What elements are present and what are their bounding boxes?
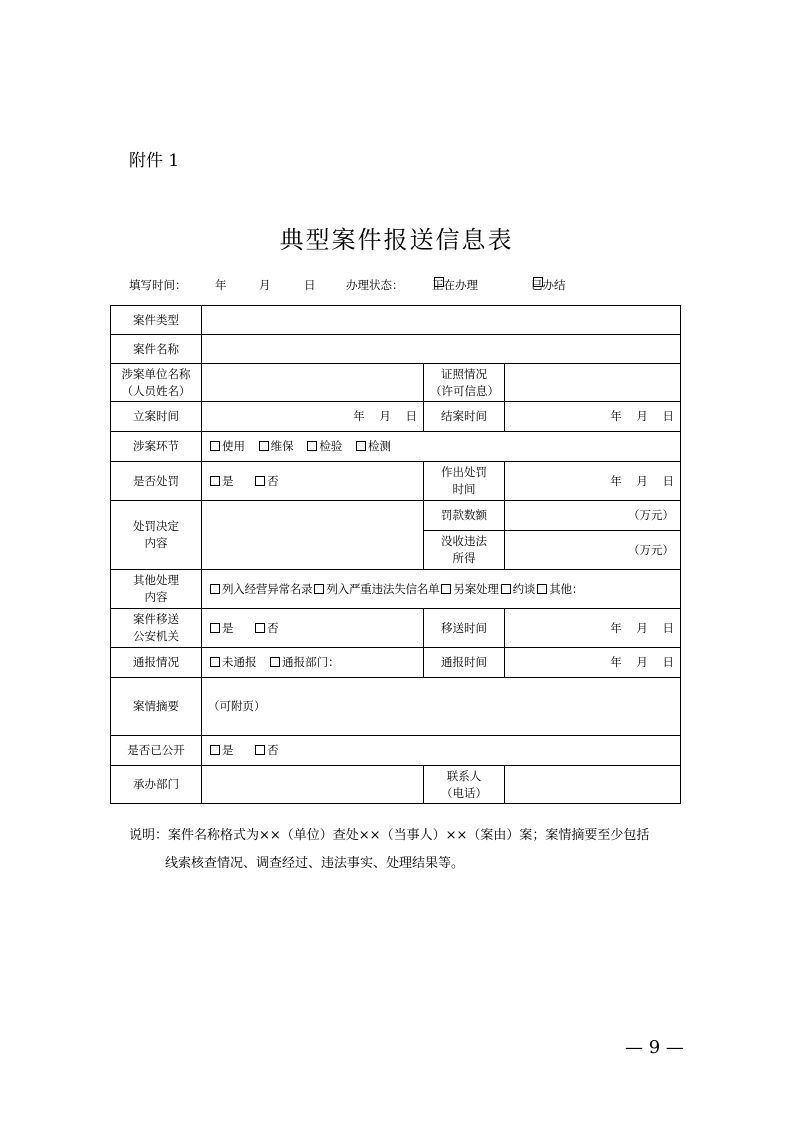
- punish-time-label: 作出处罚 时间: [424, 462, 505, 501]
- stage-test-checkbox[interactable]: [356, 441, 366, 451]
- table-row: [111, 402, 681, 432]
- entity-name-field[interactable]: [202, 364, 424, 402]
- file-date-field[interactable]: 年 月 日: [202, 402, 424, 432]
- table-row: [111, 432, 681, 462]
- decision-field[interactable]: [202, 501, 424, 570]
- case-type-label: 案件类型: [111, 306, 202, 335]
- fill-month: 月: [259, 278, 271, 292]
- transfer-label: 案件移送 公安机关: [111, 609, 202, 648]
- note-line-1: 说明：案件名称格式为××（单位）查处××（当事人）××（案由）案；案情摘要至少包括: [129, 828, 650, 843]
- table-row: [111, 609, 681, 648]
- stage-use-checkbox[interactable]: [210, 441, 220, 451]
- confiscate-label: 没收违法 所得: [424, 531, 505, 570]
- note: [129, 822, 649, 878]
- not-notified-checkbox[interactable]: [210, 657, 220, 667]
- license-field[interactable]: [505, 364, 681, 402]
- transfer-no-checkbox[interactable]: [255, 623, 265, 633]
- case-info-table: [110, 305, 681, 804]
- fill-day: 日: [304, 278, 316, 292]
- public-yes-checkbox[interactable]: [210, 745, 220, 755]
- note-line-2: 线索核查情况、调查经过、违法事实、处理结果等。: [165, 856, 465, 871]
- punished-options: 是 否: [202, 462, 424, 501]
- status-done-label: 已办结: [531, 278, 566, 292]
- confiscate-field[interactable]: （万元）: [505, 531, 681, 570]
- punished-label: 是否处罚: [111, 462, 202, 501]
- dept-label: 承办部门: [111, 766, 202, 804]
- table-row: [111, 335, 681, 364]
- public-options: 是 否: [202, 736, 681, 766]
- table-row: [111, 766, 681, 804]
- notify-options: 未通报 通报部门：: [202, 648, 424, 678]
- entity-name-label: 涉案单位名称 （人员姓名）: [111, 364, 202, 402]
- page-number: — 9 —: [625, 1037, 684, 1058]
- other-handling-label: 其他处理 内容: [111, 570, 202, 609]
- close-date-field[interactable]: 年 月 日: [505, 402, 681, 432]
- form-title: 典型案件报送信息表: [279, 226, 514, 254]
- decision-label: 处罚决定 内容: [111, 501, 202, 570]
- case-name-label: 案件名称: [111, 335, 202, 364]
- other-opt3-checkbox[interactable]: [441, 584, 451, 594]
- stage-inspect-checkbox[interactable]: [307, 441, 317, 451]
- notify-time-field[interactable]: 年 月 日: [505, 648, 681, 678]
- punish-time-field[interactable]: 年 月 日: [505, 462, 681, 501]
- attachment-label: 附件 1: [129, 151, 180, 171]
- case-name-field[interactable]: [202, 335, 681, 364]
- case-type-field[interactable]: [202, 306, 681, 335]
- stage-options: 使用 维保 检验 检测: [202, 432, 681, 462]
- notify-label: 通报情况: [111, 648, 202, 678]
- dept-field[interactable]: [202, 766, 424, 804]
- contact-field[interactable]: [505, 766, 681, 804]
- table-row: [111, 462, 681, 501]
- transfer-time-label: 移送时间: [424, 609, 505, 648]
- contact-label: 联系人 （电话）: [424, 766, 505, 804]
- table-row: [111, 678, 681, 736]
- other-opt4-checkbox[interactable]: [501, 584, 511, 594]
- other-opt1-checkbox[interactable]: [210, 584, 220, 594]
- table-row: [111, 364, 681, 402]
- table-row: [111, 570, 681, 609]
- close-date-label: 结案时间: [424, 402, 505, 432]
- other-handling-options: 列入经营异常名录 列入严重违法失信名单 另案处理 约谈 其他：: [202, 570, 681, 609]
- transfer-options: 是 否: [202, 609, 424, 648]
- fill-time-label: 填写时间：: [129, 278, 187, 292]
- public-no-checkbox[interactable]: [255, 745, 265, 755]
- notify-dept-checkbox[interactable]: [270, 657, 280, 667]
- fine-amount-field[interactable]: （万元）: [505, 501, 681, 531]
- status-ongoing-label: 正在办理: [432, 278, 478, 292]
- punished-yes-checkbox[interactable]: [210, 476, 220, 486]
- notify-time-label: 通报时间: [424, 648, 505, 678]
- summary-label: 案情摘要: [111, 678, 202, 736]
- table-row: [111, 648, 681, 678]
- status-label: 办理状态：: [346, 278, 404, 292]
- summary-field[interactable]: （可附页）: [202, 678, 681, 736]
- table-row: [111, 306, 681, 335]
- punished-no-checkbox[interactable]: [255, 476, 265, 486]
- fine-amount-label: 罚款数额: [424, 501, 505, 531]
- other-opt2-checkbox[interactable]: [314, 584, 324, 594]
- transfer-yes-checkbox[interactable]: [210, 623, 220, 633]
- stage-label: 涉案环节: [111, 432, 202, 462]
- fill-info-row: [129, 277, 689, 293]
- public-label: 是否已公开: [111, 736, 202, 766]
- fill-year: 年: [215, 278, 227, 292]
- table-row: [111, 736, 681, 766]
- stage-maintain-checkbox[interactable]: [259, 441, 269, 451]
- transfer-time-field[interactable]: 年 月 日: [505, 609, 681, 648]
- other-opt5-checkbox[interactable]: [537, 584, 547, 594]
- file-date-label: 立案时间: [111, 402, 202, 432]
- license-label: 证照情况 （许可信息）: [424, 364, 505, 402]
- table-row: [111, 501, 681, 531]
